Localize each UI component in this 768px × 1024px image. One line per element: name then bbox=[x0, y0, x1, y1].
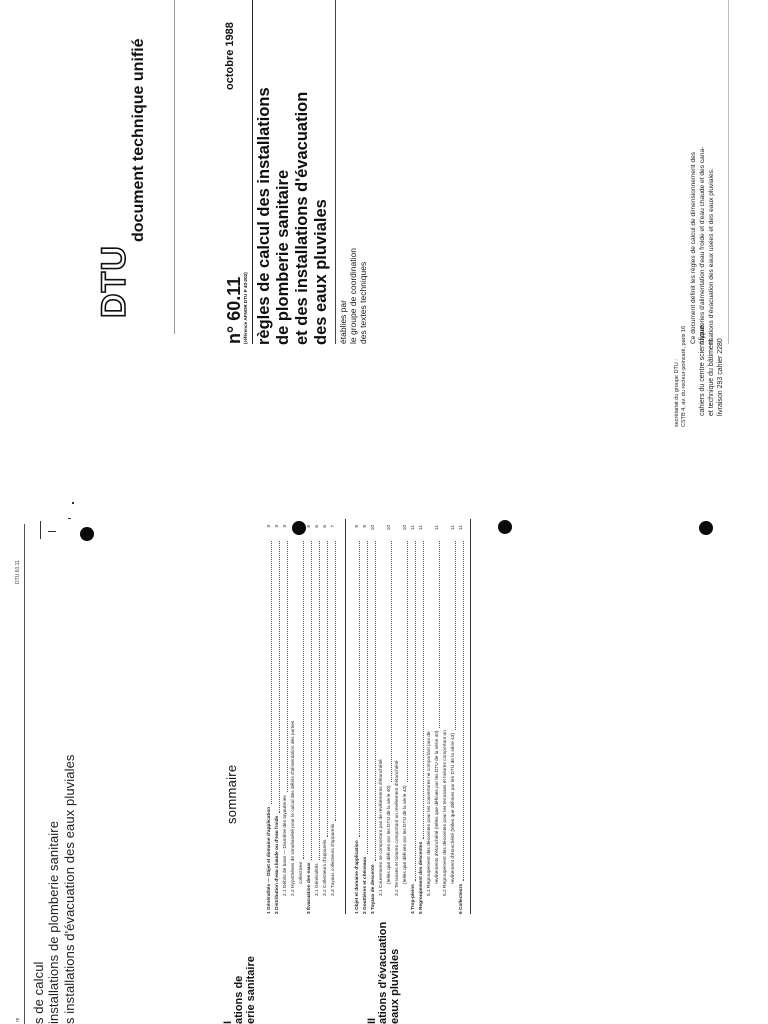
toc-entry-page: 6 bbox=[307, 525, 312, 528]
secretariat-line: CSTB 4, av. du recteur-poincaré, paris 16 bbox=[681, 325, 687, 427]
toc-leader bbox=[415, 541, 416, 881]
toc-leader bbox=[311, 541, 312, 860]
toc-entry-page: 7 bbox=[331, 525, 336, 528]
toc-leader bbox=[327, 541, 328, 837]
dtu-number: n° 60.11 bbox=[224, 276, 244, 344]
top-rule bbox=[174, 0, 175, 334]
toc-entry bbox=[298, 519, 306, 914]
document-type: document technique unifié bbox=[130, 38, 147, 242]
toc-entry-label: 2 Distribution d'eau chaude ou d'eau froide bbox=[275, 815, 280, 914]
toc-entry-page: 11 bbox=[411, 525, 416, 530]
binding-hole-dot bbox=[699, 521, 713, 535]
running-header-left: re bbox=[15, 1017, 21, 1022]
toc-entry bbox=[458, 519, 466, 914]
toc-entry-page: 11 bbox=[435, 525, 440, 530]
toc-entry-label: collectives bbox=[299, 861, 304, 884]
toc-entry-label: 3.2 Collecteurs d'appareils bbox=[323, 839, 328, 896]
toc-leader bbox=[391, 541, 392, 782]
scan-mark bbox=[68, 518, 71, 519]
toc-entry-label: (telles que définies par les DTU de la série 43) bbox=[403, 785, 408, 884]
toc-entry-label: 2 Gouttières et chéneaux bbox=[363, 856, 368, 914]
toc-entry-page: 6 bbox=[315, 525, 320, 528]
toc-entry bbox=[306, 519, 314, 914]
toc-divider bbox=[345, 519, 346, 914]
toc-leader bbox=[287, 541, 288, 792]
title-line: s installations d'évacuation des eaux pluviales bbox=[62, 754, 77, 1024]
toc-leader bbox=[271, 541, 272, 804]
sommaire-page bbox=[0, 519, 768, 1024]
afnor-reference: (référence AFNOR DTU P 40-202) bbox=[243, 272, 248, 344]
toc-leader bbox=[463, 541, 464, 881]
toc-entry bbox=[330, 519, 338, 914]
toc-entry-label: 4 Trop-pleins bbox=[411, 884, 416, 914]
toc-entry bbox=[434, 519, 442, 914]
toc-part-two bbox=[354, 519, 466, 914]
toc-leader bbox=[367, 541, 368, 854]
toc-entry bbox=[386, 519, 394, 914]
footer-rule bbox=[728, 0, 729, 344]
description-line: lisations d'évacuation des eaux usées et des eaux pluviales. bbox=[708, 168, 715, 344]
toc-entry bbox=[362, 519, 370, 914]
toc-entry bbox=[410, 519, 418, 914]
toc-entry-label: revêtements d'étanchéité (telles que définies par les DTU de la série 40) bbox=[435, 730, 440, 884]
cover-title-line: de plomberie sanitaire bbox=[274, 169, 292, 345]
toc-entry bbox=[426, 519, 434, 914]
toc-entry-label: 2.1 Débits de base — Diamètre des tuyauteries bbox=[283, 795, 288, 896]
toc-entry-page: 11 bbox=[451, 525, 456, 530]
toc-entry-page: 6 bbox=[323, 525, 328, 528]
scan-mark bbox=[48, 531, 56, 532]
part-title-line: ations de bbox=[233, 975, 245, 1024]
description-line: Ce document définit les règles de calcul de dimensionnement des bbox=[690, 151, 697, 344]
toc-entry-page: 11 bbox=[419, 525, 424, 530]
cover-title-line: et des installations d'évacuation bbox=[293, 91, 311, 345]
toc-entry-label: (telles que définies par les DTU de la série 40) bbox=[387, 785, 392, 884]
established-line: des textes techniques bbox=[358, 261, 368, 344]
toc-entry bbox=[394, 519, 402, 914]
toc-entry bbox=[370, 519, 378, 914]
sommaire-heading: sommaire bbox=[224, 764, 239, 824]
toc-entry bbox=[450, 519, 458, 914]
part-title-line: ations d'évacuation bbox=[377, 921, 389, 1024]
toc-entry-page: 9 bbox=[355, 525, 360, 528]
part-title-line: eaux pluviales bbox=[389, 948, 401, 1024]
cahiers-line: et technique du bâtiment bbox=[708, 339, 715, 416]
toc-entry-label: 1 Généralités — Objet et domaine d'application bbox=[267, 806, 272, 914]
title-rule bbox=[252, 0, 253, 344]
toc-entry-page: 3 bbox=[283, 525, 288, 528]
dtu-logo: DTU bbox=[95, 245, 133, 318]
cover-title-line: règles de calcul des installations bbox=[255, 87, 273, 345]
toc-entry bbox=[282, 519, 290, 914]
toc-entry-label: 3.1 Couvertures ne comportant pas de revêtements d'étanchéité bbox=[379, 759, 384, 896]
toc-entry bbox=[290, 519, 298, 914]
toc-leader bbox=[423, 541, 424, 839]
established-line: établies par bbox=[338, 300, 348, 344]
title-bottom-rule bbox=[335, 0, 336, 344]
publication-date: octobre 1988 bbox=[224, 22, 236, 90]
toc-entry bbox=[378, 519, 386, 914]
toc-leader bbox=[439, 541, 440, 728]
toc-entry-label: revêtement d'étanchéité (telles que définies par les DTU de la série 43) bbox=[451, 732, 456, 884]
title-line: installations de plomberie sanitaire bbox=[46, 820, 61, 1024]
toc-entry-page: 3 bbox=[267, 525, 272, 528]
established-line: le groupe de coordination bbox=[348, 248, 358, 344]
toc-entry-page: 3 bbox=[275, 525, 280, 528]
toc-entry-label: 3.3 Tuyaux collecteurs d'appareils bbox=[331, 823, 336, 896]
toc-entry-page: 9 bbox=[363, 525, 368, 528]
toc-leader bbox=[375, 541, 376, 861]
toc-leader bbox=[335, 541, 336, 821]
toc-entry bbox=[402, 519, 410, 914]
part-title-line: erie sanitaire bbox=[245, 956, 257, 1024]
scan-mark bbox=[72, 502, 74, 504]
toc-entry-label: 5.2 Regroupement des descentes pour les terrasses et toitures comportant un bbox=[443, 730, 448, 896]
toc-entry-label: 1 Objet et domaine d'application bbox=[355, 840, 360, 914]
toc-entry-label: 2.2 Hypothèses de simultanéité pour le calcul des débits d'alimentation des parties bbox=[291, 720, 296, 896]
toc-entry bbox=[418, 519, 426, 914]
toc-leader bbox=[407, 541, 408, 782]
toc-leader bbox=[455, 541, 456, 730]
part-number: II bbox=[366, 1017, 378, 1024]
toc-leader bbox=[279, 541, 280, 813]
toc-entry-page: 10 bbox=[387, 525, 392, 531]
binding-hole-dot bbox=[292, 521, 306, 535]
toc-entry-label: 6 Collecteurs bbox=[459, 883, 464, 914]
toc-divider bbox=[470, 519, 471, 914]
toc-part-one bbox=[266, 519, 338, 914]
binding-hole-dot bbox=[498, 520, 512, 534]
toc-leader bbox=[319, 541, 320, 860]
cahiers-line: livraison 293 cahier 2280 bbox=[717, 338, 724, 416]
secretariat-line: secrétariat du groupe DTU : bbox=[674, 359, 680, 427]
toc-entry bbox=[354, 519, 362, 914]
toc-entry-label: 3 Tuyaux de descente bbox=[371, 864, 376, 914]
toc-entry bbox=[442, 519, 450, 914]
toc-entry bbox=[314, 519, 322, 914]
cover-title-line: des eaux pluviales bbox=[312, 199, 330, 345]
toc-entry-label: 3.1 Généralités bbox=[315, 863, 320, 896]
toc-entry-page: 10 bbox=[403, 525, 408, 531]
cahiers-line: cahiers du centre scientifique bbox=[699, 325, 706, 416]
binding-hole-dot bbox=[80, 527, 94, 541]
description-line: tuyauteries d'alimentation d'eau froide et d'eau chaude et des cana- bbox=[699, 146, 706, 344]
part-number: I bbox=[222, 1020, 234, 1024]
toc-entry-page: 11 bbox=[459, 525, 464, 530]
toc-entry bbox=[266, 519, 274, 914]
toc-entry bbox=[274, 519, 282, 914]
toc-entry-label: 5.1 Regroupement des descentes pour les couvertures ne comportant pas de bbox=[427, 731, 432, 896]
running-header-right: DTU 60.11 bbox=[15, 560, 21, 584]
toc-entry-label: 3 Évacuation des eaux bbox=[307, 862, 312, 914]
toc-leader bbox=[359, 541, 360, 837]
toc-entry bbox=[322, 519, 330, 914]
scan-mark bbox=[40, 521, 41, 539]
toc-entry-label: 3.2 Terrasses et toitures comportant un revêtement d'étanchéité bbox=[395, 760, 400, 896]
header-rule bbox=[24, 524, 25, 1024]
toc-leader bbox=[303, 541, 304, 859]
toc-entry-page: 10 bbox=[371, 525, 376, 531]
title-line: s de calcul bbox=[31, 961, 46, 1024]
toc-entry-label: 5 Regroupement des descentes bbox=[419, 841, 424, 914]
